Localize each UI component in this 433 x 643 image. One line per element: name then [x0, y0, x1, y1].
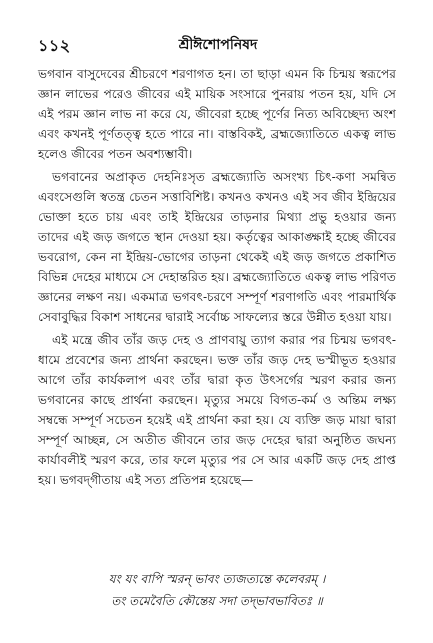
running-title: শ্রীঈশোপনিষদ — [178, 37, 258, 53]
paragraph: ভগবানের অপ্রাকৃত দেহনিঃসৃত ব্রহ্মজ্যোতি অসংখ্য চিৎ-কণা সমন্বিত এবংসেগুলি স্বতন্ত্র চেতন সত্তাবিশিষ্ট। কখনও কখনও এই সব জীব ইন্দ্রিয়ের ভোক্তা হতে চায় এবং তাই ইন্দ্রিয়ের তাড়নার মিথ্যা প্রভু হওয়ার জন্য তাদের এই জড় জগতে স্থান দেওয়া হয়। কর্তৃত্বের আকাঙ্ক্ষাই হচ্ছে জীবের ভবরোগ, কেন না ইন্দ্রিয়-ভোগের তাড়না থেকেই এই জড় জগতে প্রকাশিত বিভিন্ন দেহের মাধ্যমে সে দেহান্তরিত হয়। ব্রহ্মজ্যোতিতে একত্ব লাভ পরিণত জ্ঞানের লক্ষণ নয়। একমাত্র ভগবৎ-চরণে সম্পূর্ণ শরণাগতি এবং পারমার্থিক সেবাবুদ্ধির বিকাশ সাধনের দ্বারাই সর্বোচ্চ সাফল্যের স্তরে উন্নীত হওয়া যায়। — [38, 170, 396, 324]
paragraph: এই মন্ত্রে জীব তাঁর জড় দেহ ও প্রাণবায়ু ত্যাগ করার পর চিন্ময় ভগবৎ-ধামে প্রবেশের জন্য প্রার্থনা করছেন। ভক্ত তাঁর জড় দেহ ভস্মীভূত হওয়ার আগে তাঁর কার্যকলাপ এবং তাঁর দ্বারা কৃত উৎসর্গের স্মরণ করার জন্য ভগবানের কাছে প্রার্থনা করছেন। মৃত্যুর সময়ে বিগত-কর্ম ও অন্তিম লক্ষ্য সম্বন্ধে সম্পূর্ণ সচেতন হয়েই এই প্রার্থনা করা হয়। যে ব্যক্তি জড় মায়া দ্বারা সম্পূর্ণ আচ্ছন্ন, সে অতীত জীবনে তার জড় দেহের দ্বারা অনুষ্ঠিত জঘন্য কার্যাবলীই স্মরণ করে, তার ফলে মৃত্যুর পর সে আর একটি জড় দেহ প্রাপ্ত হয়। ভগবদ্‌গীতায় এই সত্য প্রতিপন্ন হয়েছে— — [38, 333, 396, 487]
page-number: ১১২ — [38, 36, 71, 55]
verse-line: তং তমেবৈতি কৌন্তেয় সদা তদ্‌ভাবভাবিতঃ ॥ — [111, 594, 323, 608]
verse-line: যং যং বাপি স্মরন্ ভাবং ত্যজত্যন্তে কলেবরম্ । — [108, 572, 326, 586]
body-text — [38, 64, 396, 493]
verse-quote — [38, 568, 396, 612]
page-header — [38, 33, 398, 53]
paragraph: ভগবান বাসুদেবের শ্রীচরণে শরণাগত হন। তা ছাড়া এমন কি চিন্ময় স্বরূপের জ্ঞান লাভের পরেও জীবের এই মায়িক সংসারে পুনরায় পতন হয়, যদি সে এই পরম জ্ঞান লাভ না করে যে, জীবেরা হচ্ছে পূর্ণের নিত্য অবিচ্ছেদ্য অংশ এবং কখনই পূর্ণতত্ত্ব হতে পারে না। বাস্তবিকই, ব্রহ্মজ্যোতিতে একত্ব লাভ হলেও জীবের পতন অবশ্যম্ভাবী। — [38, 67, 396, 161]
